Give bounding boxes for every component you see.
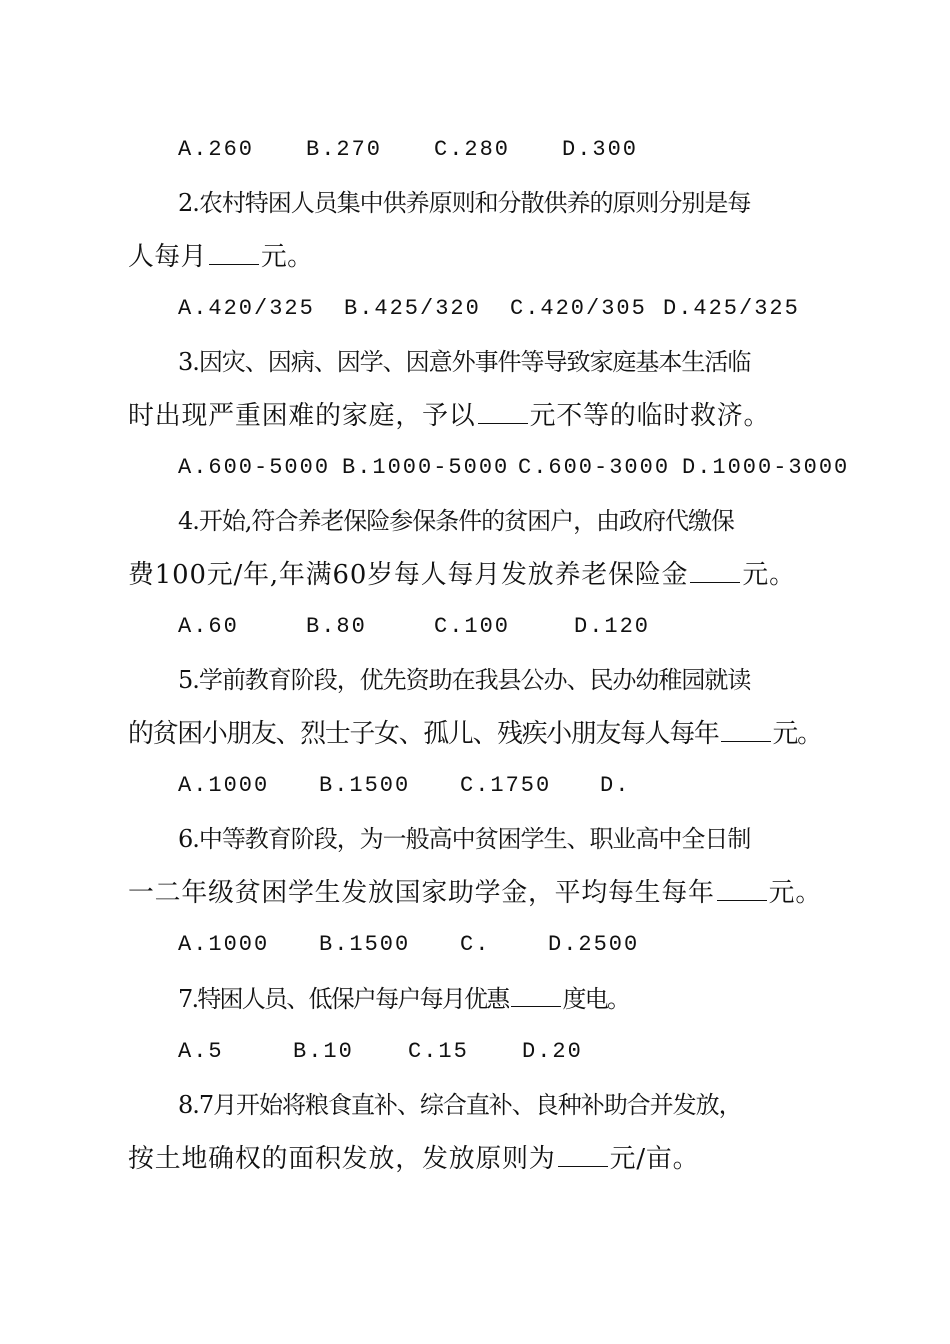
q4-line-2-text: 费100元/年,年满60岁每人每月发放养老保险金 — [128, 560, 689, 590]
q5-option-a: A.1000 — [178, 773, 270, 798]
q3-option-c: C.600-3000 — [518, 455, 671, 480]
q6-answer-blank — [717, 878, 767, 901]
q7-line-1-end: 度电。 — [562, 985, 630, 1013]
q5-answer-blank — [721, 719, 771, 742]
q6-option-c: C. — [460, 932, 491, 957]
q6-line-2-text: 一二年级贫困学生发放国家助学金，平均每生每年 — [128, 878, 715, 908]
q2-line-2-text: 人每月 — [128, 242, 207, 272]
q6-option-d: D.2500 — [548, 932, 640, 957]
q6-line-2 — [128, 878, 828, 908]
q4-option-d: D.120 — [574, 614, 651, 639]
q4-option-a: A.60 — [178, 614, 239, 639]
q7-line-1 — [178, 984, 878, 1014]
q5-option-b: B.1500 — [319, 773, 411, 798]
q4-line-1: 4.开始,符合养老保险参保条件的贫困户，由政府代缴保 — [178, 507, 734, 535]
q7-option-d: D.20 — [522, 1039, 583, 1064]
q5-line-2 — [128, 719, 828, 749]
q2-line-1: 2.农村特困人员集中供养原则和分散供养的原则分别是每 — [178, 189, 751, 217]
q5-line-1: 5.学前教育阶段，优先资助在我县公办、民办幼稚园就读 — [178, 666, 751, 694]
q5-line-2-text: 的贫困小朋友、烈士子女、孤儿、残疾小朋友每人每年 — [128, 719, 719, 749]
q4-line-2-end: 元。 — [742, 560, 796, 590]
q3-line-2-text: 时出现严重困难的家庭，予以 — [128, 401, 476, 431]
q4-line-2 — [128, 560, 828, 590]
q5-line-2-end: 元。 — [772, 719, 822, 749]
q1-option-d: D.300 — [562, 137, 639, 162]
q2-option-d: D.425/325 — [663, 296, 800, 321]
q6-option-b: B.1500 — [319, 932, 411, 957]
q7-answer-blank — [511, 984, 561, 1007]
q3-answer-blank — [478, 401, 528, 424]
q8-answer-blank — [558, 1144, 608, 1167]
q6-option-a: A.1000 — [178, 932, 270, 957]
q8-line-2-text: 按土地确权的面积发放，发放原则为 — [128, 1144, 556, 1174]
q4-option-c: C.100 — [434, 614, 511, 639]
q4-answer-blank — [690, 560, 740, 583]
q3-option-b: B.1000-5000 — [342, 455, 510, 480]
q1-option-c: C.280 — [434, 137, 511, 162]
q6-line-1: 6.中等教育阶段，为一般高中贫困学生、职业高中全日制 — [178, 825, 751, 853]
q1-option-b: B.270 — [306, 137, 383, 162]
q1-option-a: A.260 — [178, 137, 255, 162]
q8-line-2 — [128, 1144, 828, 1174]
q7-line-1-text: 7.特困人员、低保户每户每月优惠 — [178, 985, 509, 1013]
q2-option-c: C.420/305 — [510, 296, 647, 321]
q2-answer-blank — [209, 242, 259, 265]
q5-option-d: D. — [600, 773, 631, 798]
q6-line-2-end: 元。 — [768, 878, 823, 908]
q3-option-a: A.600-5000 — [178, 455, 331, 480]
q2-line-2 — [128, 242, 828, 272]
q3-line-2-end: 元不等的临时救济。 — [529, 401, 771, 431]
q7-option-a: A.5 — [178, 1039, 224, 1064]
q7-option-c: C.15 — [408, 1039, 469, 1064]
q5-option-c: C.1750 — [460, 773, 552, 798]
q2-line-2-end: 元。 — [260, 242, 314, 272]
q8-line-1: 8.7月开始将粮食直补、综合直补、良种补助合并发放， — [178, 1091, 742, 1119]
q2-option-a: A.420/325 — [178, 296, 315, 321]
q2-option-b: B.425/320 — [344, 296, 481, 321]
q4-option-b: B.80 — [306, 614, 367, 639]
q3-line-1: 3.因灾、因病、因学、因意外事件等导致家庭基本生活临 — [178, 348, 751, 376]
q3-option-d: D.1000-3000 — [682, 455, 850, 480]
q3-line-2 — [128, 401, 828, 431]
q7-option-b: B.10 — [293, 1039, 354, 1064]
q8-line-2-end: 元/亩。 — [609, 1144, 700, 1174]
